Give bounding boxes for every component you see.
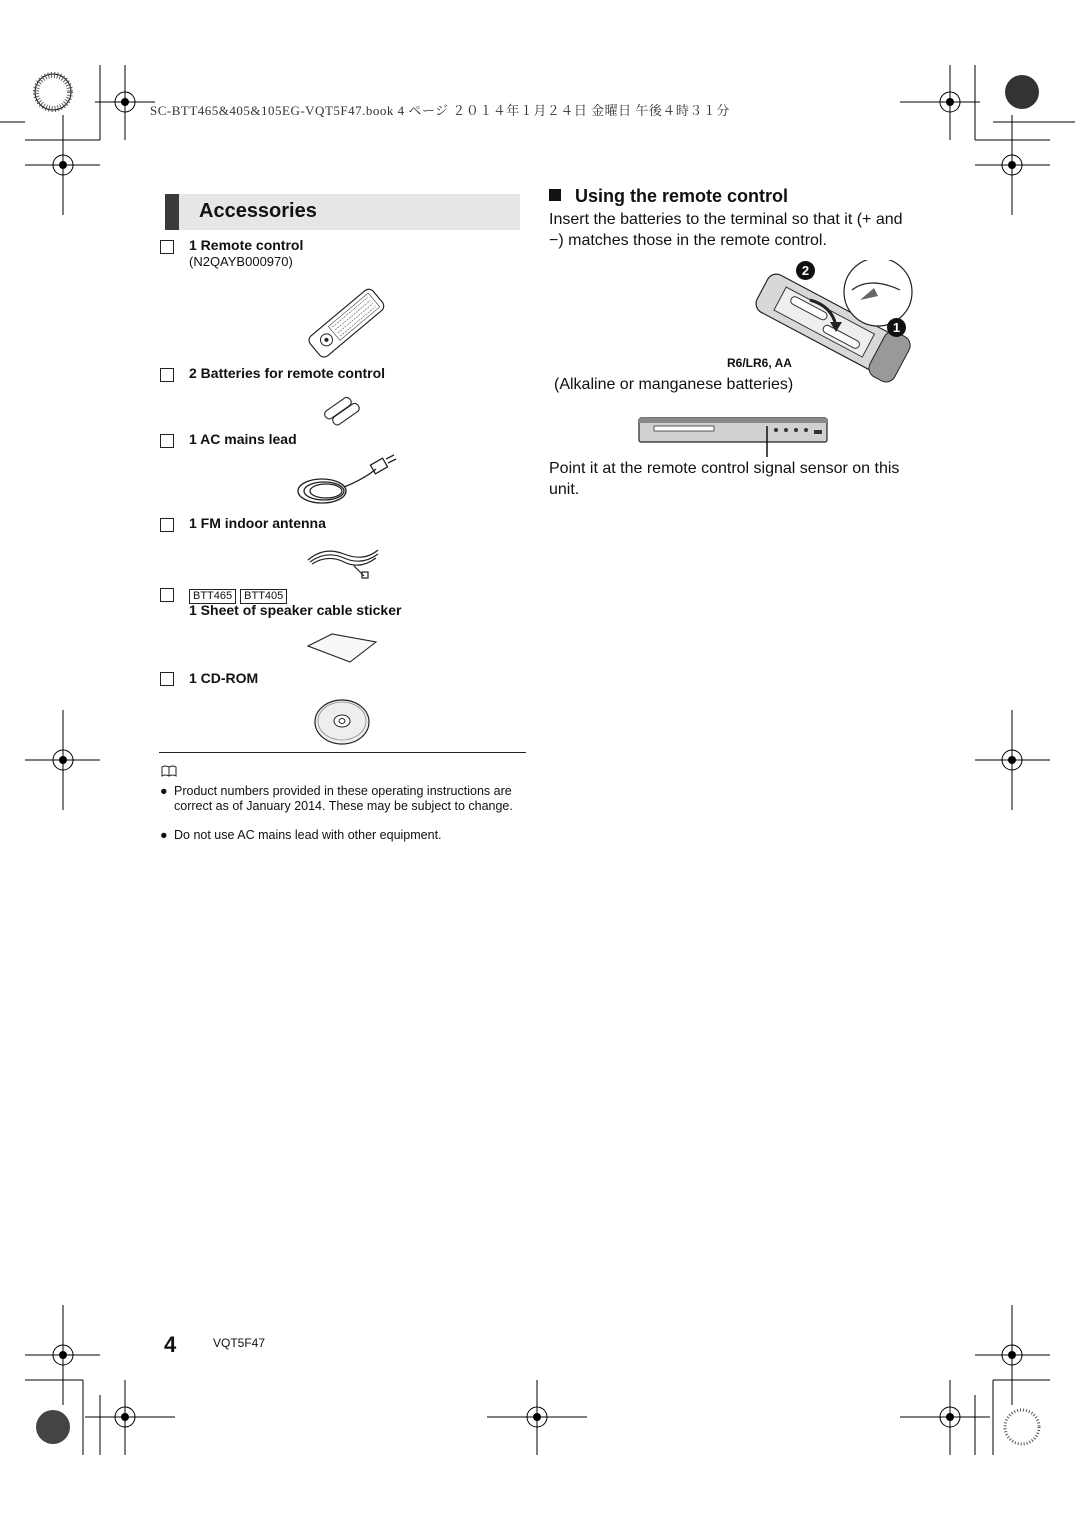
checkbox-speaker-sticker[interactable] [160,588,174,602]
item-speaker-sticker: 1 Sheet of speaker cable sticker [189,602,402,618]
tag-btt465: BTT465 [189,589,236,604]
print-header: SC-BTT465&405&105EG-VQT5F47.book 4 ページ ２０１４年１月２４日 金曜日 午後４時３１分 [150,103,730,118]
batteries-illustration [318,392,368,428]
checkbox-fm-antenna[interactable] [160,518,174,532]
sensor-instruction: Point it at the remote control signal sensor on this unit. [549,460,900,498]
bullet-icon: ● [160,784,168,798]
page-number: 4 [164,1332,177,1357]
remote-control-illustration [300,278,390,368]
book-note-icon [161,765,177,777]
note-text: Product numbers provided in these operating instructions are correct as of January 2014. These may be subject to change. [174,784,513,813]
checkbox-remote-control[interactable] [160,240,174,254]
heading-stripe [165,194,179,230]
document-code: VQT5F47 [213,1336,266,1350]
step-1-marker: 1 [887,318,906,337]
checkbox-ac-mains-lead[interactable] [160,434,174,448]
accessories-heading [165,194,520,230]
checkbox-batteries[interactable] [160,368,174,382]
battery-size-label: R6/LR6, AA [727,356,792,370]
note-ac-lead [160,828,519,843]
bullet-icon: ● [160,828,168,842]
notes-divider [159,752,526,753]
battery-type-note: (Alkaline or manganese batteries) [554,376,794,393]
battery-instruction: Insert the batteries to the terminal so that it (+ and −) matches those in the remote control. [549,211,903,249]
item-remote-control: 1 Remote control [189,237,304,253]
remote-heading-text: Using the remote control [575,186,789,206]
item-ac-mains-lead: 1 AC mains lead [189,431,297,447]
square-bullet-icon [549,189,561,201]
ac-mains-lead-illustration [294,453,399,509]
item-batteries: 2 Batteries for remote control [189,365,386,381]
remote-part-number: (N2QAYB000970) [189,254,293,269]
note-text: Do not use AC mains lead with other equipment. [174,828,442,842]
fm-antenna-illustration [304,540,384,580]
item-cd-rom: 1 CD-ROM [189,670,259,686]
sticker-sheet-illustration [304,632,380,664]
tag-btt405: BTT405 [240,589,287,604]
note-product-numbers [160,784,519,813]
remote-section-heading [549,186,788,207]
cd-rom-illustration [312,697,372,747]
accessories-title: Accessories [199,200,317,222]
item-fm-antenna: 1 FM indoor antenna [189,515,326,531]
checkbox-cd-rom[interactable] [160,672,174,686]
unit-illustration [636,412,836,462]
step-2-marker: 2 [796,261,815,280]
